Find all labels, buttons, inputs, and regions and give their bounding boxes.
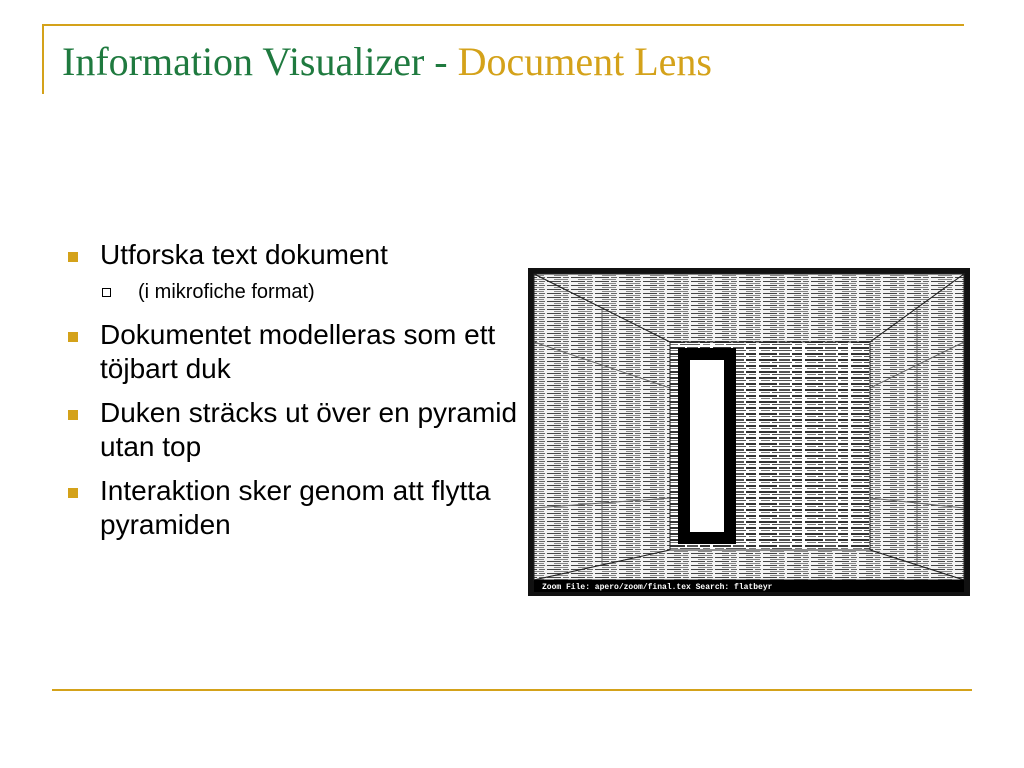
sub-bullet-item: (i mikrofiche format)	[62, 278, 522, 306]
frame-left-rule	[42, 24, 44, 94]
status-bar-text: Zoom File: apero/zoom/final.tex Search: flatbeyr	[542, 583, 773, 592]
bullet-item: Duken sträcks ut över en pyramid utan top	[62, 396, 522, 464]
title-main: Information Visualizer -	[62, 39, 458, 84]
title-accent: Document Lens	[457, 39, 712, 84]
document-lens-screenshot	[528, 268, 970, 596]
frame-top-rule	[42, 24, 964, 26]
bullet-item: Dokumentet modelleras som ett töjbart duk	[62, 318, 522, 386]
slide-title	[62, 38, 712, 86]
lens-hole	[690, 360, 724, 532]
bullet-item: Interaktion sker genom att flytta pyramiden	[62, 474, 522, 542]
bullet-item: Utforska text dokument	[62, 238, 522, 272]
bullet-list	[62, 238, 522, 552]
document-lens-svg	[528, 268, 970, 596]
bottom-rule	[52, 689, 972, 691]
